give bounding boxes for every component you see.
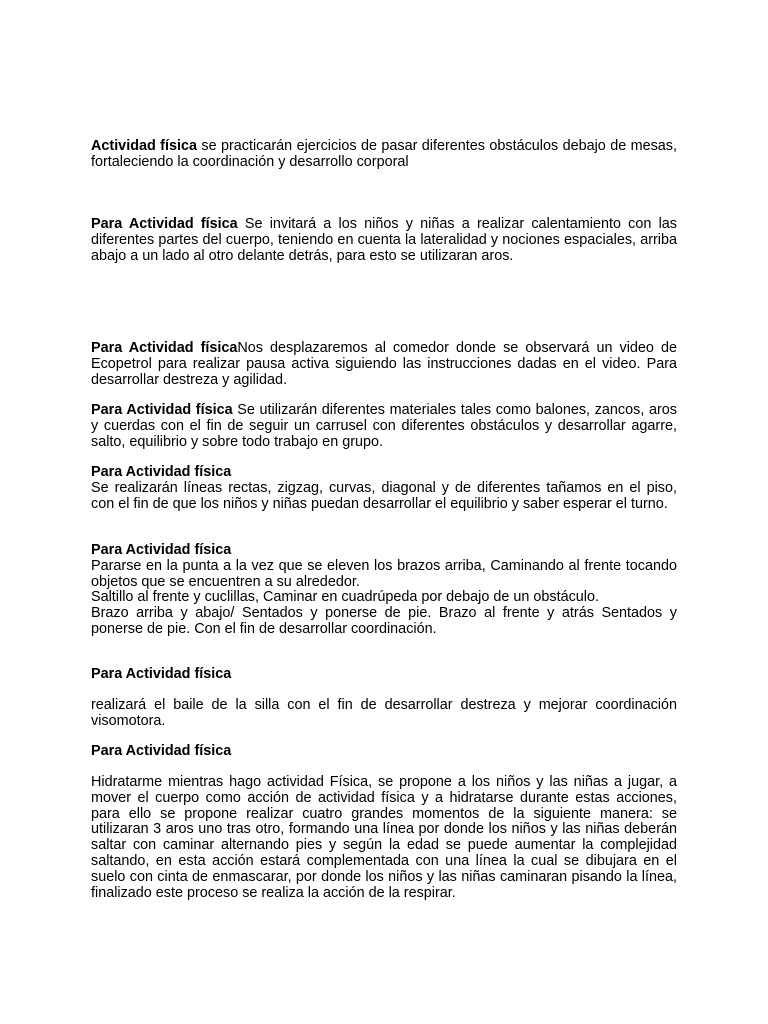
- paragraph-6-line-3: Brazo arriba y abajo/ Sentados y ponerse de pie. Brazo al frente y atrás Sentados y ponerse de pie. Con el fin de desarrollar coordinación.: [91, 605, 677, 637]
- paragraph-4-heading: Para Actividad física: [91, 402, 233, 418]
- paragraph-6-line-1: Pararse en la punta a la vez que se eleven los brazos arriba, Caminando al frente tocando objetos que se encuentren a su alrededor.: [91, 557, 677, 590]
- paragraph-1: [91, 139, 677, 171]
- paragraph-2-text: Se invitará a los niños y niñas a realizar calentamiento con las diferentes partes del cuerpo, teniendo en cuenta la lateralidad y nociones espaciales, arriba abajo a un lado al otro delante detrás, para esto se utilizaran aros.: [91, 216, 677, 264]
- paragraph-8: [91, 775, 677, 901]
- paragraph-6: [91, 543, 677, 638]
- paragraph-6-heading: Para Actividad física: [91, 542, 232, 558]
- paragraph-5-text: Se realizarán líneas rectas, zigzag, curvas, diagonal y de diferentes tañamos en el piso, con el fin de que los niños y niñas puedan desarrollar el equilibrio y saber esperar el turno.: [91, 479, 677, 512]
- paragraph-6-line-2: Saltillo al frente y cuclillas, Caminar en cuadrúpeda por debajo de un obstáculo.: [91, 589, 599, 606]
- paragraph-4: [91, 403, 677, 450]
- paragraph-7: [91, 698, 677, 730]
- paragraph-2-heading: Para Actividad física: [91, 216, 238, 232]
- paragraph-1-heading: Actividad física: [91, 138, 197, 154]
- paragraph-3-heading: Para Actividad física: [91, 340, 238, 356]
- paragraph-5-heading: Para Actividad física: [91, 464, 232, 480]
- paragraph-7-heading-block: [91, 667, 677, 683]
- paragraph-7-text: realizará el baile de la silla con el fin de desarrollar destreza y mejorar coordinación visomotora.: [91, 697, 677, 729]
- paragraph-4-text: Se utilizarán diferentes materiales tales como balones, zancos, aros y cuerdas con el fin de seguir un carrusel con diferentes obstáculos y desarrollar agarre, salto, equilibrio y sobre todo trabajo en grupo.: [91, 402, 677, 450]
- paragraph-5: [91, 465, 677, 512]
- paragraph-3-text: Nos desplazaremos al comedor donde se observará un video de Ecopetrol para realizar pausa activa siguiendo las instrucciones dadas en el video. Para desarrollar destreza y agilidad.: [91, 340, 677, 388]
- paragraph-2: [91, 217, 677, 264]
- paragraph-1-text: se practicarán ejercicios de pasar diferentes obstáculos debajo de mesas, fortaleciendo la coordinación y desarrollo corporal: [91, 138, 677, 170]
- paragraph-3: [91, 341, 677, 388]
- paragraph-7-heading: Para Actividad física: [91, 666, 232, 682]
- paragraph-8-heading-block: [91, 744, 677, 760]
- paragraph-8-heading: Para Actividad física: [91, 743, 232, 759]
- paragraph-8-text: Hidratarme mientras hago actividad Física, se propone a los niños y las niñas a jugar, a mover el cuerpo como acción de actividad física y a hidratarse durante estas acciones, para ello se propone realizar cuatro grandes momentos de la siguiente manera: se utilizaran 3 aros uno tras otro, formando una línea por donde los niños y las niñas deberán saltar con caminar alternando pies y según la edad se puede aumentar la complejidad saltando, en esta acción estará complementada con una línea la cual se dibujara en el suelo con cinta de enmascarar, por donde los niños y las niñas caminaran pisando la línea, finalizado este proceso se realiza la acción de la respirar.: [91, 774, 677, 901]
